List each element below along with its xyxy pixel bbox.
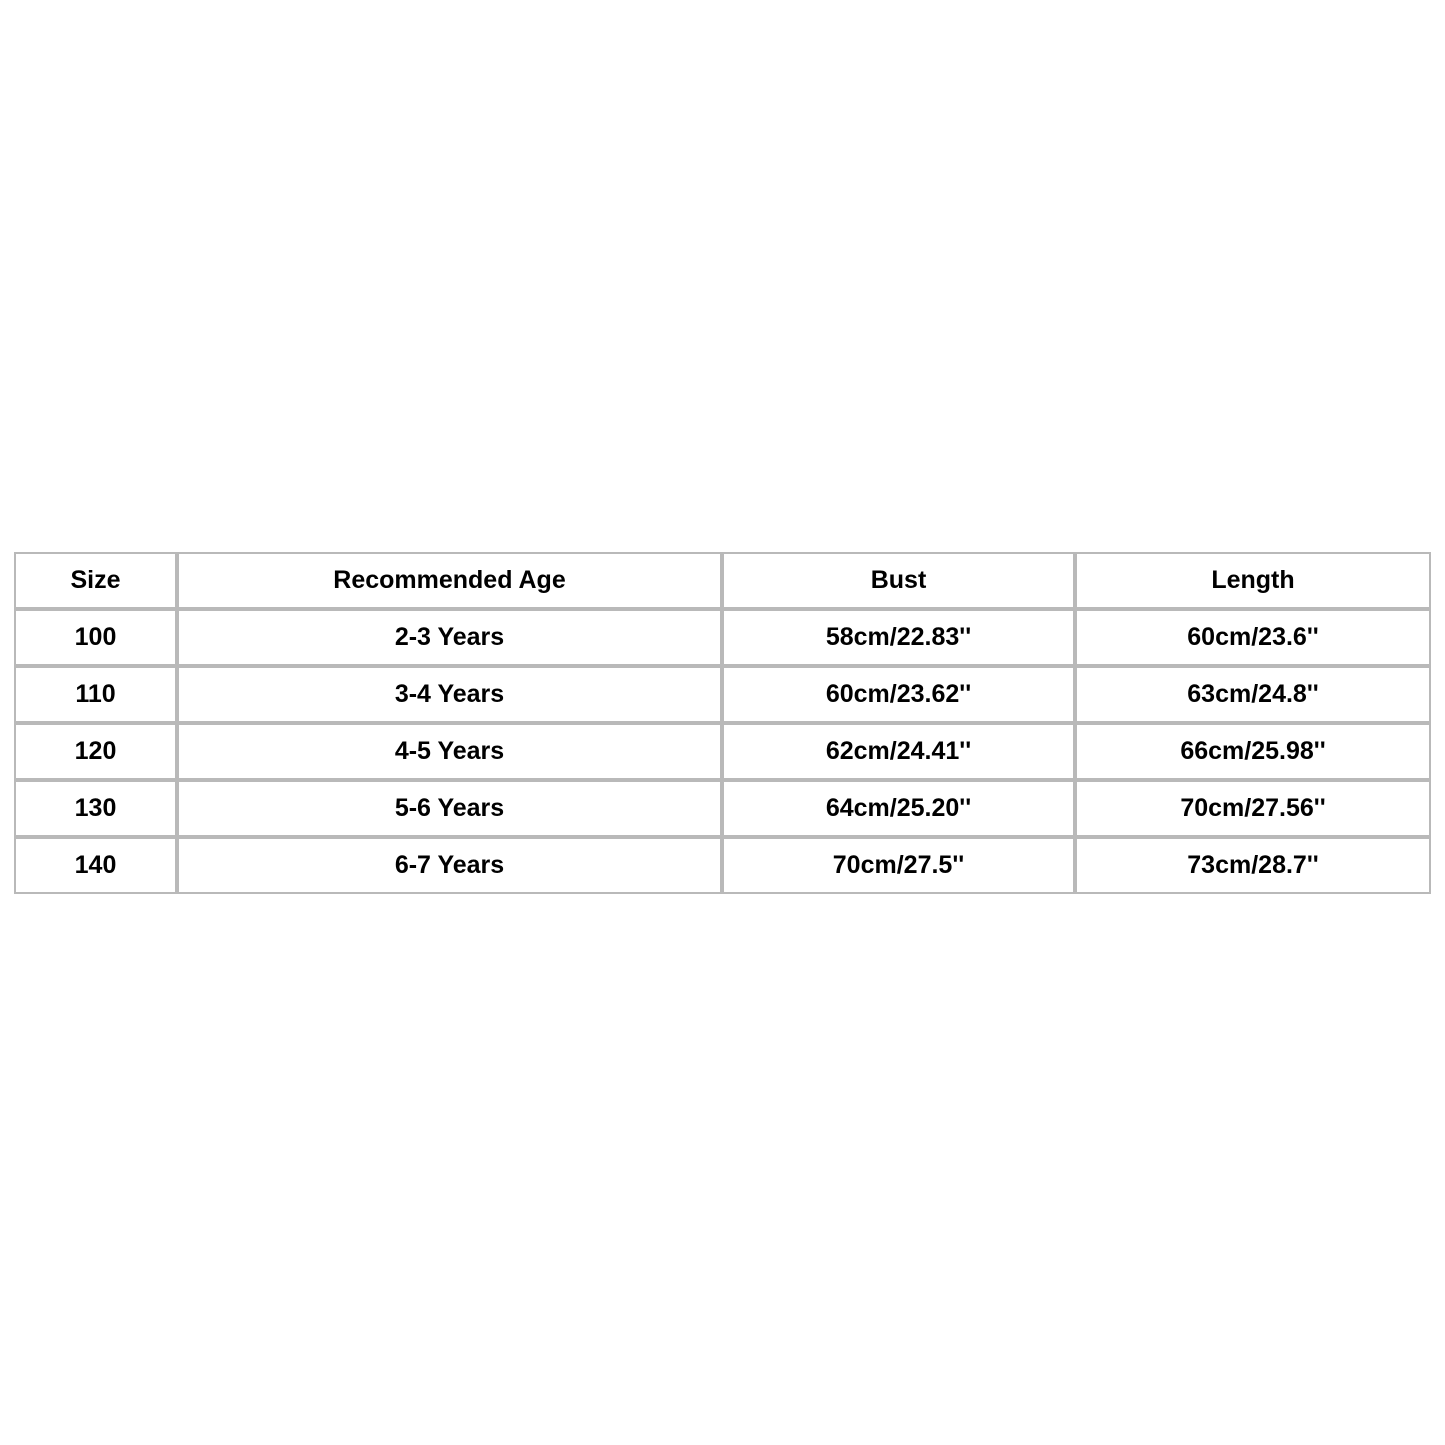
column-header-length: Length <box>1075 552 1431 609</box>
size-chart-container <box>14 552 1431 894</box>
cell-size: 100 <box>14 609 177 666</box>
cell-bust: 64cm/25.20'' <box>722 780 1075 837</box>
cell-length: 73cm/28.7'' <box>1075 837 1431 894</box>
cell-size: 130 <box>14 780 177 837</box>
column-header-bust: Bust <box>722 552 1075 609</box>
cell-length: 60cm/23.6'' <box>1075 609 1431 666</box>
cell-size: 120 <box>14 723 177 780</box>
cell-bust: 58cm/22.83'' <box>722 609 1075 666</box>
cell-age: 3-4 Years <box>177 666 722 723</box>
cell-bust: 60cm/23.62'' <box>722 666 1075 723</box>
cell-bust: 62cm/24.41'' <box>722 723 1075 780</box>
column-header-recommended-age: Recommended Age <box>177 552 722 609</box>
table-row <box>14 723 1431 780</box>
cell-length: 70cm/27.56'' <box>1075 780 1431 837</box>
size-chart-table <box>14 552 1431 894</box>
cell-age: 2-3 Years <box>177 609 722 666</box>
cell-size: 110 <box>14 666 177 723</box>
cell-length: 63cm/24.8'' <box>1075 666 1431 723</box>
cell-age: 5-6 Years <box>177 780 722 837</box>
table-row <box>14 666 1431 723</box>
cell-length: 66cm/25.98'' <box>1075 723 1431 780</box>
table-header-row <box>14 552 1431 609</box>
cell-bust: 70cm/27.5'' <box>722 837 1075 894</box>
cell-size: 140 <box>14 837 177 894</box>
table-row <box>14 837 1431 894</box>
table-row <box>14 780 1431 837</box>
cell-age: 6-7 Years <box>177 837 722 894</box>
cell-age: 4-5 Years <box>177 723 722 780</box>
column-header-size: Size <box>14 552 177 609</box>
table-row <box>14 609 1431 666</box>
